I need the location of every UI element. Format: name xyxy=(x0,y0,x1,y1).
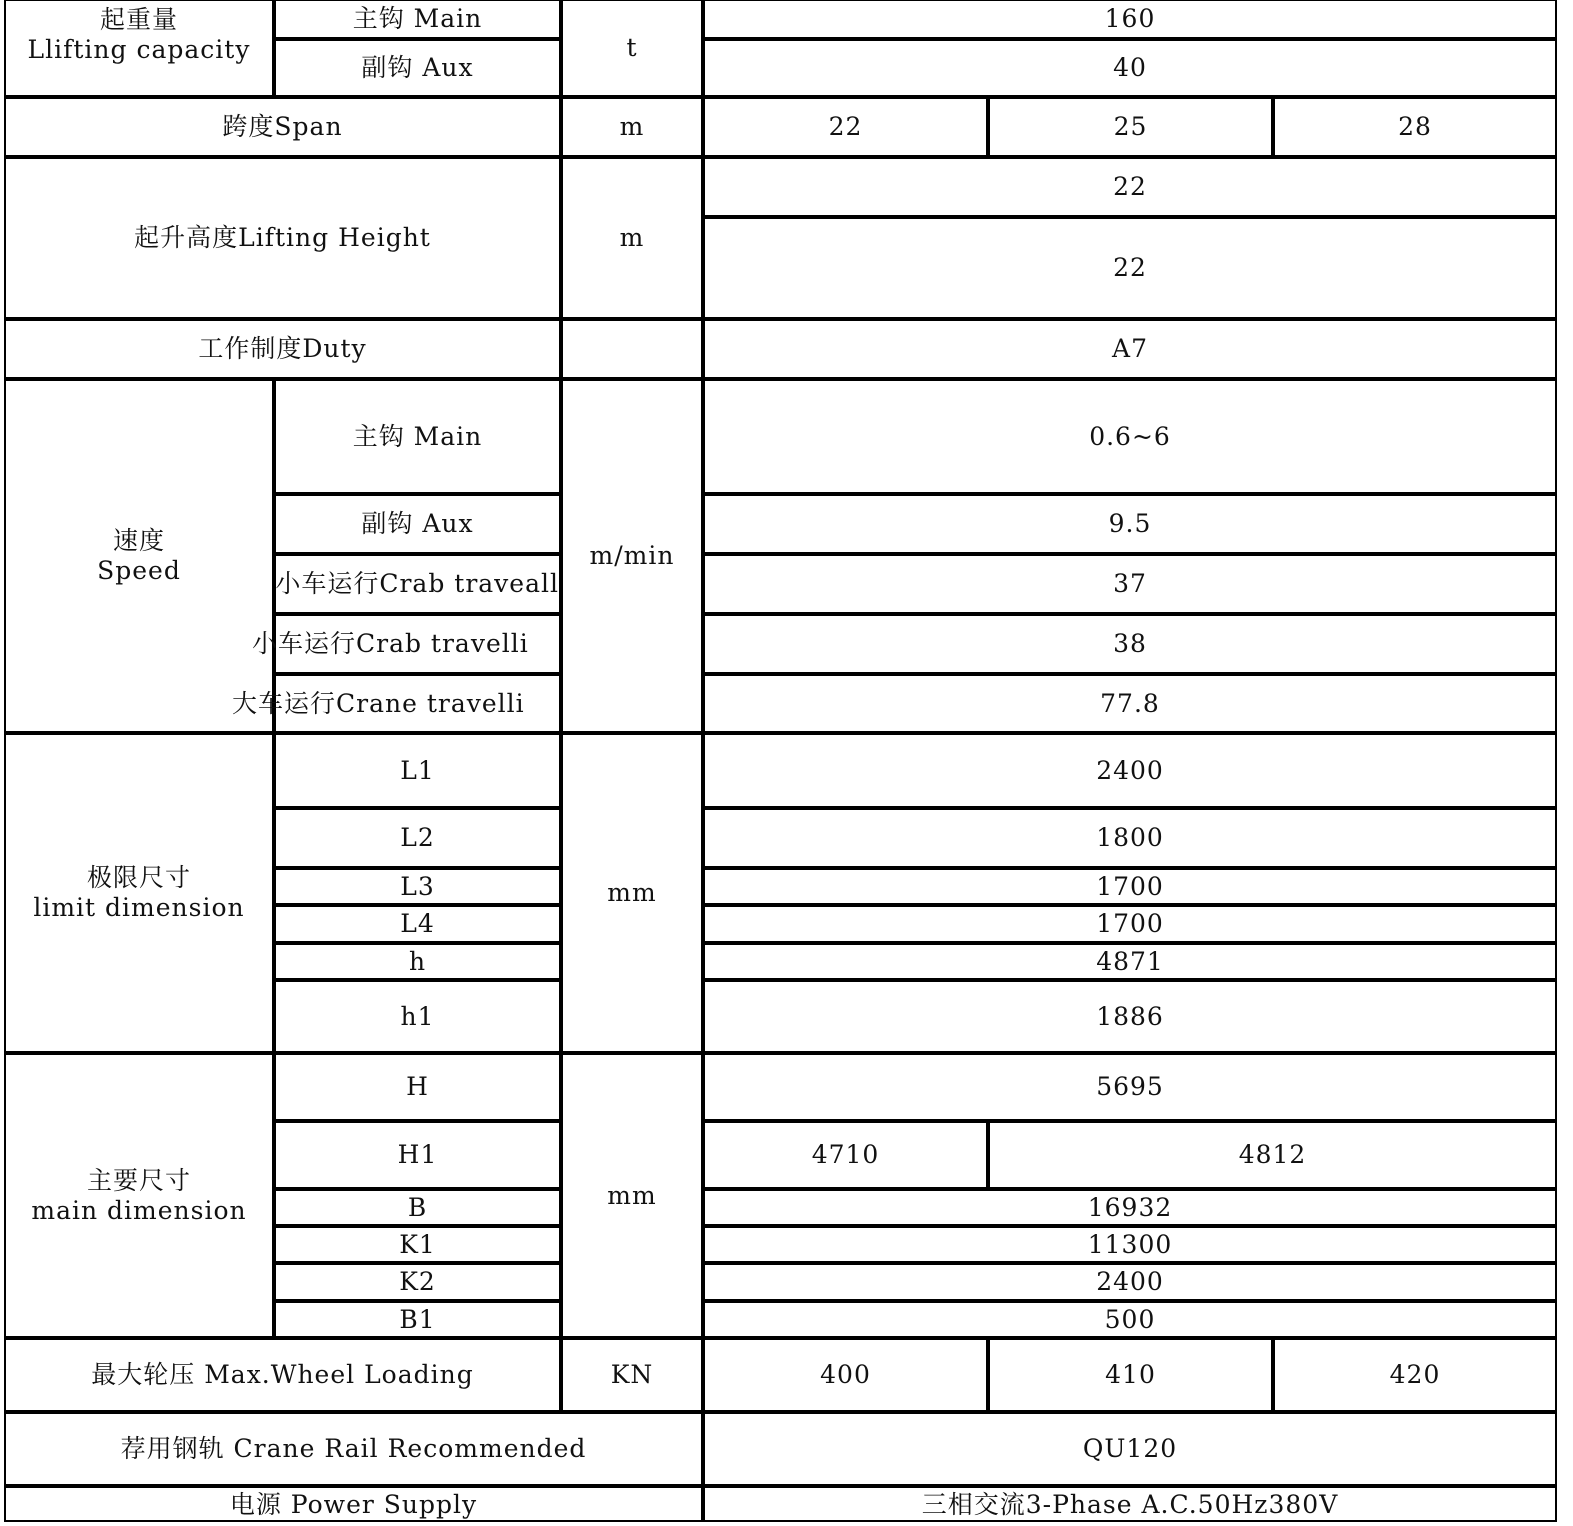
speed-crab-travelli-value: 38 xyxy=(703,614,1557,674)
main-k2-value: 2400 xyxy=(703,1263,1557,1301)
speed-aux-value: 9.5 xyxy=(703,494,1557,554)
speed-label-cn: 速度 xyxy=(112,526,165,555)
limit-l4-value: 1700 xyxy=(703,905,1557,943)
main-dimension-label xyxy=(4,1053,274,1338)
lifting-capacity-unit: t xyxy=(561,0,703,97)
wheel-loading-value-3: 420 xyxy=(1273,1338,1557,1412)
limit-l2-value: 1800 xyxy=(703,808,1557,868)
lifting-height-unit: m xyxy=(561,157,703,319)
limit-dimension-unit: mm xyxy=(561,733,703,1053)
main-h1-label: H1 xyxy=(274,1121,561,1189)
main-dimension-label-en: main dimension xyxy=(31,1195,247,1225)
main-dimension-unit: mm xyxy=(561,1053,703,1338)
wheel-loading-value-2: 410 xyxy=(988,1338,1273,1412)
speed-label-en: Speed xyxy=(97,556,181,585)
speed-crane-travelli-value: 77.8 xyxy=(703,674,1557,733)
span-unit: m xyxy=(561,97,703,157)
limit-h1-value: 1886 xyxy=(703,980,1557,1053)
main-b1-label: B1 xyxy=(274,1301,561,1338)
speed-aux-label: 副钩 Aux xyxy=(274,494,561,554)
lifting-height-main-value: 22 xyxy=(703,157,1557,217)
speed-main-value: 0.6~6 xyxy=(703,379,1557,494)
lifting-capacity-aux-label: 副钩 Aux xyxy=(274,39,561,97)
lifting-capacity-aux-value: 40 xyxy=(703,39,1557,97)
limit-l3-label: L3 xyxy=(274,868,561,905)
limit-l4-label: L4 xyxy=(274,905,561,943)
span-value-3: 28 xyxy=(1273,97,1557,157)
main-h-label: H xyxy=(274,1053,561,1121)
rail-label: 荐用钢轨 Crane Rail Recommended xyxy=(4,1412,703,1486)
span-value-1: 22 xyxy=(703,97,988,157)
main-k1-value: 11300 xyxy=(703,1226,1557,1263)
span-value-2: 25 xyxy=(988,97,1273,157)
main-k1-label: K1 xyxy=(274,1226,561,1263)
lifting-capacity-main-value: 160 xyxy=(703,0,1557,39)
main-h1-value-2: 4812 xyxy=(988,1121,1557,1189)
main-h1-value-1: 4710 xyxy=(703,1121,988,1189)
power-label: 电源 Power Supply xyxy=(4,1486,703,1522)
limit-dimension-label-cn: 极限尺寸 xyxy=(86,863,191,892)
lifting-height-label: 起升高度Lifting Height xyxy=(4,157,561,319)
limit-dimension-label-en: limit dimension xyxy=(33,893,245,922)
speed-crane-travelli-label xyxy=(232,674,561,733)
duty-unit xyxy=(561,319,703,379)
main-b1-value: 500 xyxy=(703,1301,1557,1338)
wheel-loading-label: 最大轮压 Max.Wheel Loading xyxy=(4,1338,561,1412)
limit-l2-label: L2 xyxy=(274,808,561,868)
main-b-value: 16932 xyxy=(703,1189,1557,1226)
speed-crab-travelli-label xyxy=(252,614,561,674)
lifting-capacity-label xyxy=(4,0,274,97)
speed-crane-travelli-label-text: 大车运行Crane travelli xyxy=(232,688,525,718)
duty-label: 工作制度Duty xyxy=(4,319,561,379)
limit-l3-value: 1700 xyxy=(703,868,1557,905)
limit-l1-value: 2400 xyxy=(703,733,1557,808)
speed-crab-travelli-label-text: 小车运行Crab travelli xyxy=(252,629,529,658)
speed-crab-traveall-value: 37 xyxy=(703,554,1557,614)
limit-dimension-label xyxy=(4,733,274,1053)
span-label: 跨度Span xyxy=(4,97,561,157)
main-k2-label: K2 xyxy=(274,1263,561,1301)
lifting-capacity-label-cn: 起重量 xyxy=(99,5,178,34)
speed-main-label: 主钩 Main xyxy=(274,379,561,494)
main-b-label: B xyxy=(274,1189,561,1226)
limit-h-label: h xyxy=(274,943,561,980)
power-value: 三相交流3-Phase A.C.50Hz380V xyxy=(703,1486,1557,1522)
speed-label xyxy=(4,379,274,733)
duty-value: A7 xyxy=(703,319,1557,379)
limit-h1-label: h1 xyxy=(274,980,561,1053)
main-dimension-label-cn: 主要尺寸 xyxy=(86,1165,191,1195)
limit-l1-label: L1 xyxy=(274,733,561,808)
lifting-height-aux-value: 22 xyxy=(703,217,1557,319)
lifting-capacity-label-en: Llifting capacity xyxy=(27,35,251,64)
speed-crab-traveall-label: 小车运行Crab traveall xyxy=(274,554,561,614)
wheel-loading-unit: KN xyxy=(561,1338,703,1412)
speed-unit: m/min xyxy=(561,379,703,733)
rail-value: QU120 xyxy=(703,1412,1557,1486)
wheel-loading-value-1: 400 xyxy=(703,1338,988,1412)
limit-h-value: 4871 xyxy=(703,943,1557,980)
lifting-capacity-main-label: 主钩 Main xyxy=(274,0,561,39)
main-h-value: 5695 xyxy=(703,1053,1557,1121)
